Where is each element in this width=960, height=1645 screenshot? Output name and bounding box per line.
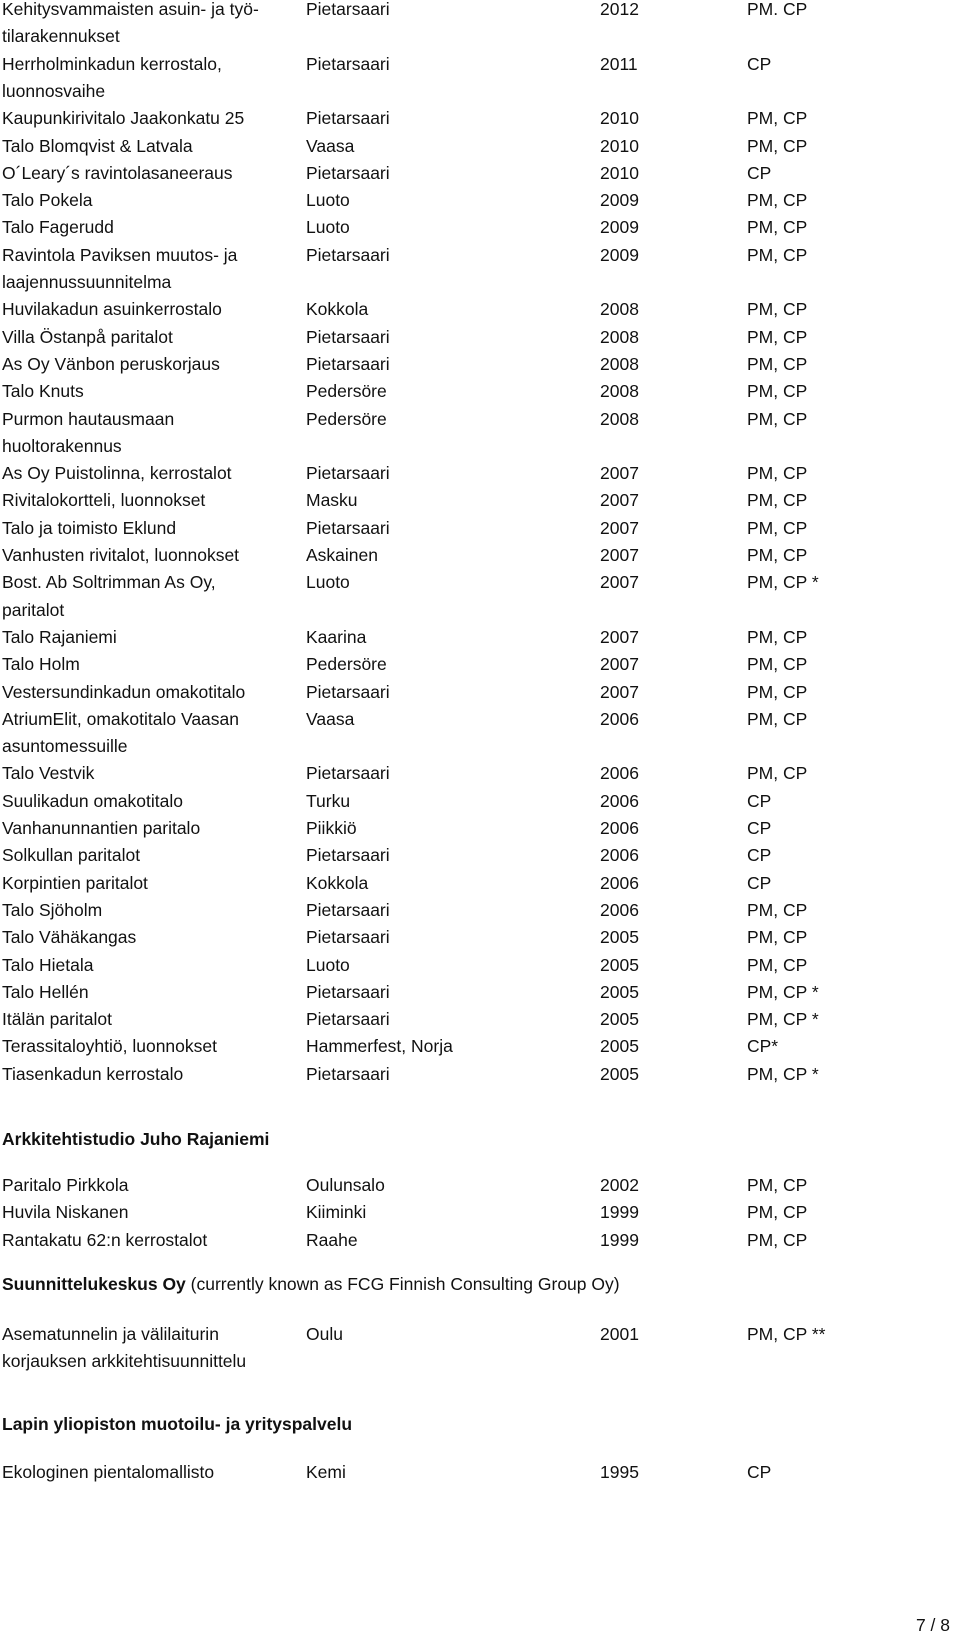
project-role: PM. CP <box>747 0 808 19</box>
project-row <box>0 569 960 624</box>
project-role: CP <box>747 818 772 838</box>
project-location: Piikkiö <box>306 818 357 838</box>
project-year: 2009 <box>600 190 639 211</box>
project-name: Purmon hautausmaan huoltorakennus <box>2 408 175 456</box>
project-role: PM, CP <box>747 135 808 156</box>
project-row <box>0 51 960 106</box>
project-name: Tiasenkadun kerrostalo <box>2 1063 184 1084</box>
section-heading-lappi: Lapin yliopiston muotoilu- ja yrityspalvelu <box>2 1414 353 1434</box>
project-row <box>0 679 960 706</box>
project-role: CP <box>747 872 772 893</box>
project-role: PM, CP <box>747 763 808 784</box>
section-heading-suunnittelukeskus-note: (currently known as FCG Finnish Consulting Group Oy) <box>185 1274 620 1294</box>
project-name: Bost. Ab Soltrimman As Oy, paritalot <box>2 572 216 620</box>
project-row <box>0 760 960 787</box>
project-name: Vanhanunnantien paritalo <box>2 818 201 838</box>
project-name: Talo Fagerudd <box>2 217 114 238</box>
project-location: Kaarina <box>306 626 367 647</box>
project-role: PM, CP <box>747 545 808 565</box>
project-year: 1999 <box>600 1229 639 1250</box>
project-name: Huvila Niskanen <box>2 1202 129 1223</box>
project-name: Villa Östanpå paritalot <box>2 326 173 347</box>
project-location: Oulunsalo <box>306 1175 385 1195</box>
project-location: Kemi <box>306 1462 346 1482</box>
project-role: PM, CP <box>747 517 808 538</box>
project-row <box>0 515 960 542</box>
project-name: Talo Vestvik <box>2 763 95 784</box>
project-row <box>0 324 960 351</box>
project-year: 2007 <box>600 463 639 484</box>
project-role: CP <box>747 845 772 866</box>
project-name: Talo ja toimisto Eklund <box>2 517 177 538</box>
project-name: Talo Rajaniemi <box>2 626 117 647</box>
project-location: Pietarsaari <box>306 53 390 74</box>
project-year: 2007 <box>600 626 639 647</box>
project-row <box>0 351 960 378</box>
project-year: 2006 <box>600 763 639 784</box>
project-role: PM, CP <box>747 654 808 675</box>
project-role: PM, CP <box>747 190 808 211</box>
project-name: Talo Hellén <box>2 981 89 1002</box>
project-location: Vaasa <box>306 708 355 729</box>
project-year: 2008 <box>600 381 639 402</box>
project-row <box>0 1061 960 1088</box>
project-location: Oulu <box>306 1324 343 1344</box>
project-role: PM, CP * <box>747 572 819 593</box>
project-row <box>0 624 960 651</box>
project-row <box>0 0 960 51</box>
project-row <box>0 487 960 514</box>
project-row <box>0 242 960 297</box>
project-location: Turku <box>306 790 351 811</box>
project-name: Korpintien paritalot <box>2 872 148 893</box>
project-location: Pietarsaari <box>306 927 390 948</box>
project-year: 2007 <box>600 545 639 565</box>
project-year: 2005 <box>600 1063 639 1084</box>
project-row <box>0 214 960 241</box>
project-location: Luoto <box>306 190 350 211</box>
project-year: 2010 <box>600 162 639 183</box>
project-location: Pietarsaari <box>306 0 390 19</box>
project-location: Pietarsaari <box>306 681 390 702</box>
project-year: 2002 <box>600 1175 639 1195</box>
project-year: 2007 <box>600 517 639 538</box>
project-name: Terassitaloyhtiö, luonnokset <box>2 1036 217 1057</box>
project-year: 2006 <box>600 899 639 920</box>
project-row <box>0 1227 960 1254</box>
project-location: Pedersöre <box>306 381 387 402</box>
project-name: Ekologinen pientalomallisto <box>2 1462 215 1482</box>
project-location: Kokkola <box>306 299 369 320</box>
project-role: CP* <box>747 1036 779 1057</box>
section-heading-rajaniemi: Arkkitehtistudio Juho Rajaniemi <box>2 1129 270 1149</box>
project-row <box>0 542 960 569</box>
project-location: Pietarsaari <box>306 1063 390 1084</box>
project-name: Herrholminkadun kerrostalo, luonnosvaihe <box>2 53 222 101</box>
project-year: 2007 <box>600 681 639 702</box>
project-row <box>0 160 960 187</box>
project-role: PM, CP <box>747 927 808 948</box>
project-year: 2006 <box>600 708 639 729</box>
project-year: 2006 <box>600 818 639 838</box>
project-row <box>0 897 960 924</box>
project-row <box>0 1172 960 1199</box>
project-location: Pietarsaari <box>306 899 390 920</box>
project-row <box>0 1459 960 1486</box>
project-year: 2010 <box>600 108 639 129</box>
project-role: PM, CP <box>747 463 808 484</box>
project-role: PM, CP <box>747 681 808 702</box>
project-role: PM, CP <box>747 1175 808 1195</box>
project-name: AtriumElit, omakotitalo Vaasan asuntomessuille <box>2 708 240 757</box>
project-location: Luoto <box>306 217 350 238</box>
project-name: Suulikadun omakotitalo <box>2 790 183 811</box>
project-location: Pedersöre <box>306 408 387 429</box>
project-location: Pietarsaari <box>306 162 390 183</box>
project-location: Pietarsaari <box>306 108 390 129</box>
project-name: As Oy Puistolinna, kerrostalot <box>2 463 232 484</box>
project-role: PM, CP <box>747 299 808 320</box>
project-year: 2005 <box>600 954 639 975</box>
project-role: PM, CP <box>747 1202 808 1223</box>
project-role: CP <box>747 162 772 183</box>
project-location: Pietarsaari <box>306 845 390 866</box>
project-name: Talo Blomqvist & Latvala <box>2 135 193 156</box>
project-name: Itälän paritalot <box>2 1009 112 1030</box>
project-location: Pietarsaari <box>306 981 390 1002</box>
project-year: 2008 <box>600 326 639 347</box>
project-role: PM, CP ** <box>747 1324 826 1344</box>
project-row <box>0 1199 960 1226</box>
project-row <box>0 870 960 897</box>
project-name: Huvilakadun asuinkerrostalo <box>2 299 222 320</box>
project-year: 1999 <box>600 1202 639 1223</box>
project-row <box>0 1006 960 1033</box>
project-role: PM, CP <box>747 108 808 129</box>
project-row <box>0 378 960 405</box>
project-row <box>0 1321 960 1376</box>
project-year: 2007 <box>600 654 639 675</box>
project-row <box>0 651 960 678</box>
project-name: Kaupunkirivitalo Jaakonkatu 25 <box>2 108 245 129</box>
project-location: Pietarsaari <box>306 763 390 784</box>
project-role: PM, CP <box>747 408 808 429</box>
project-year: 2009 <box>600 217 639 238</box>
project-year: 2007 <box>600 572 639 593</box>
project-name: Talo Pokela <box>2 190 93 211</box>
project-year: 2006 <box>600 845 639 866</box>
page-number: 7 / 8 <box>915 1615 950 1635</box>
project-year: 2008 <box>600 299 639 320</box>
project-year: 2012 <box>600 0 639 19</box>
project-location: Pietarsaari <box>306 353 390 374</box>
project-name: Ravintola Paviksen muutos- ja laajennussuunnitelma <box>2 244 238 292</box>
project-year: 2005 <box>600 981 639 1002</box>
section-heading-suunnittelukeskus-name: Suunnittelukeskus Oy <box>2 1274 186 1294</box>
project-year: 2009 <box>600 244 639 265</box>
project-location: Pietarsaari <box>306 244 390 265</box>
project-row <box>0 406 960 461</box>
project-year: 2001 <box>600 1324 639 1344</box>
project-year: 2005 <box>600 1009 639 1030</box>
project-row <box>0 952 960 979</box>
project-location: Masku <box>306 490 358 511</box>
project-year: 2006 <box>600 790 639 811</box>
project-name: Talo Holm <box>2 654 80 675</box>
project-name: Talo Vähäkangas <box>2 927 137 948</box>
project-name: Talo Sjöholm <box>2 899 103 920</box>
project-role: PM, CP <box>747 626 808 647</box>
project-row <box>0 788 960 815</box>
project-year: 2008 <box>600 353 639 374</box>
project-row <box>0 706 960 761</box>
project-role: PM, CP * <box>747 1009 819 1030</box>
project-role: CP <box>747 1462 772 1482</box>
project-name: Rantakatu 62:n kerrostalot <box>2 1229 208 1250</box>
project-year: 1995 <box>600 1462 639 1482</box>
project-name: Talo Knuts <box>2 381 84 402</box>
project-year: 2005 <box>600 1036 639 1057</box>
project-role: CP <box>747 790 772 811</box>
project-role: PM, CP * <box>747 981 819 1002</box>
project-name: Solkullan paritalot <box>2 845 141 866</box>
project-row <box>0 105 960 132</box>
project-role: PM, CP * <box>747 1063 819 1084</box>
project-role: PM, CP <box>747 490 808 511</box>
project-row <box>0 187 960 214</box>
project-role: PM, CP <box>747 381 808 402</box>
project-row <box>0 924 960 951</box>
project-year: 2007 <box>600 490 639 511</box>
project-location: Hammerfest, Norja <box>306 1036 453 1057</box>
project-name: Rivitalokortteli, luonnokset <box>2 490 206 511</box>
project-row <box>0 815 960 842</box>
project-location: Pietarsaari <box>306 326 390 347</box>
project-location: Vaasa <box>306 135 355 156</box>
project-location: Pietarsaari <box>306 517 390 538</box>
project-name: Paritalo Pirkkola <box>2 1175 129 1195</box>
project-location: Kokkola <box>306 872 369 893</box>
project-row <box>0 842 960 869</box>
project-role: PM, CP <box>747 899 808 920</box>
project-row <box>0 460 960 487</box>
project-location: Kiiminki <box>306 1202 367 1223</box>
project-name: Vanhusten rivitalot, luonnokset <box>2 545 240 565</box>
project-year: 2005 <box>600 927 639 948</box>
project-role: PM, CP <box>747 326 808 347</box>
project-name: Vestersundinkadun omakotitalo <box>2 681 246 702</box>
project-location: Luoto <box>306 572 350 593</box>
project-role: CP <box>747 53 772 74</box>
project-role: PM, CP <box>747 708 808 729</box>
project-row <box>0 1033 960 1060</box>
project-role: PM, CP <box>747 217 808 238</box>
project-location: Askainen <box>306 545 378 565</box>
project-location: Luoto <box>306 954 350 975</box>
project-location: Pietarsaari <box>306 463 390 484</box>
project-row <box>0 133 960 160</box>
project-role: PM, CP <box>747 353 808 374</box>
section-heading-suunnittelukeskus <box>2 1271 620 1298</box>
project-row <box>0 979 960 1006</box>
project-location: Raahe <box>306 1229 358 1250</box>
project-year: 2010 <box>600 135 639 156</box>
project-row <box>0 296 960 323</box>
project-year: 2011 <box>600 53 638 74</box>
project-name: Talo Hietala <box>2 954 94 975</box>
project-location: Pedersöre <box>306 654 387 675</box>
project-name: Asematunnelin ja välilaiturin korjauksen arkkitehtisuunnittelu <box>2 1324 247 1372</box>
project-name: Kehitysvammaisten asuin- ja työ- tilarakennukset <box>2 0 259 47</box>
project-role: PM, CP <box>747 244 808 265</box>
project-location: Pietarsaari <box>306 1009 390 1030</box>
project-year: 2008 <box>600 408 639 429</box>
project-role: PM, CP <box>747 1229 808 1250</box>
project-name: As Oy Vänbon peruskorjaus <box>2 353 220 374</box>
project-name: O´Leary´s ravintolasaneeraus <box>2 162 233 183</box>
project-year: 2006 <box>600 872 639 893</box>
project-role: PM, CP <box>747 954 808 975</box>
